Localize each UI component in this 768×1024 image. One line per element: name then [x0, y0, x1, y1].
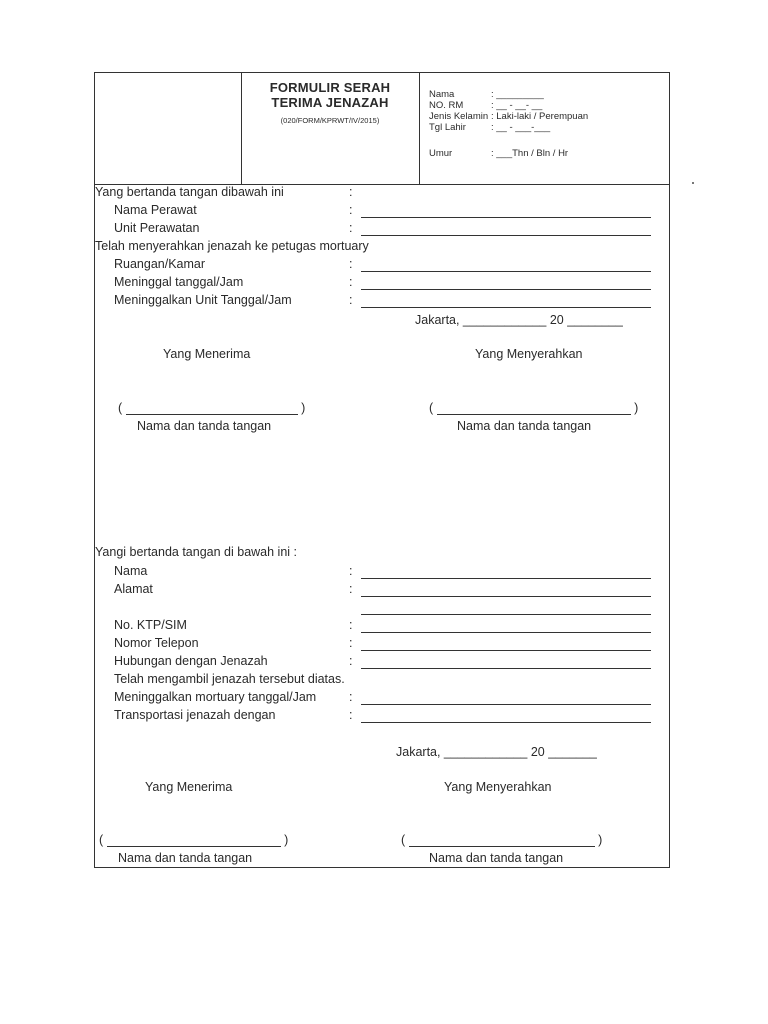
- s2-place-date[interactable]: Jakarta, ____________ 20 _______: [396, 745, 597, 759]
- s2-id-label: No. KTP/SIM: [114, 618, 187, 632]
- s2-pickup-statement: Telah mengambil jenazah tersebut diatas.: [114, 672, 345, 686]
- patient-age-label: Umur: [429, 148, 453, 159]
- patient-sex-field[interactable]: : Laki-laki / Perempuan: [491, 111, 589, 122]
- s2-left-mortuary-colon: :: [349, 690, 353, 704]
- patient-name-row: [429, 89, 544, 100]
- form-title-line1: FORMULIR SERAH: [269, 80, 391, 95]
- s2-relation-field[interactable]: [361, 668, 651, 669]
- s1-nurse-name-field[interactable]: [361, 217, 651, 218]
- s1-unit-field[interactable]: [361, 235, 651, 236]
- patient-age-field[interactable]: : ___Thn / Bln / Hr: [491, 148, 569, 159]
- s2-phone-label: Nomor Telepon: [114, 636, 199, 650]
- form-title-line2: TERIMA JENAZAH: [271, 95, 389, 110]
- s2-name-field[interactable]: [361, 578, 651, 579]
- s2-relation-colon: :: [349, 654, 353, 668]
- s2-relation-label: Hubungan dengan Jenazah: [114, 654, 268, 668]
- s2-receiver-caption: Nama dan tanda tangan: [118, 851, 253, 865]
- s1-receiver-caption: Nama dan tanda tangan: [137, 419, 272, 433]
- s2-transport-colon: :: [349, 708, 353, 722]
- s1-room-field[interactable]: [361, 271, 651, 272]
- s2-giver-signature[interactable]: ( ): [401, 833, 603, 847]
- s2-phone-colon: :: [349, 636, 353, 650]
- s1-left-unit-colon: :: [349, 293, 353, 307]
- s1-left-unit-label: Meninggalkan Unit Tanggal/Jam: [114, 293, 292, 307]
- s2-receiver-signature[interactable]: ( ): [99, 833, 289, 847]
- patient-rm-label: NO. RM: [429, 100, 464, 111]
- s2-receiver-label: Yang Menerima: [145, 780, 233, 794]
- s2-address-field[interactable]: [361, 596, 651, 597]
- s1-left-unit-field[interactable]: [361, 307, 651, 308]
- s2-transport-field[interactable]: [361, 722, 651, 723]
- s1-room-label: Ruangan/Kamar: [114, 257, 206, 271]
- s2-intro: Yangi bertanda tangan di bawah ini :: [95, 545, 298, 559]
- s1-handover-statement: Telah menyerahkan jenazah ke petugas mortuary: [95, 239, 369, 253]
- s2-left-mortuary-field[interactable]: [361, 704, 651, 705]
- s2-address-field-line2[interactable]: [361, 614, 651, 615]
- s1-place-date[interactable]: Jakarta, ____________ 20 ________: [415, 313, 623, 327]
- handover-form: [94, 72, 670, 868]
- s2-phone-field[interactable]: [361, 650, 651, 651]
- s1-room-colon: :: [349, 257, 353, 271]
- scan-speck: [692, 182, 694, 184]
- patient-rm-row: [429, 100, 542, 111]
- patient-dob-row: [429, 122, 550, 133]
- s2-transport-label: Transportasi jenazah dengan: [114, 708, 276, 722]
- s1-receiver-signature[interactable]: ( ): [118, 401, 306, 415]
- s1-unit-label: Unit Perawatan: [114, 221, 200, 235]
- patient-dob-field[interactable]: : __ - ___-___: [491, 122, 551, 133]
- patient-rm-field[interactable]: : __ - __- __: [491, 100, 543, 111]
- s2-id-field[interactable]: [361, 632, 651, 633]
- s2-name-label: Nama: [114, 564, 148, 578]
- s2-giver-caption: Nama dan tanda tangan: [429, 851, 564, 865]
- s2-giver-label: Yang Menyerahkan: [444, 780, 552, 794]
- s1-death-time-field[interactable]: [361, 289, 651, 290]
- s1-intro-colon: :: [349, 185, 353, 199]
- s1-giver-caption: Nama dan tanda tangan: [457, 419, 592, 433]
- s1-receiver-label: Yang Menerima: [163, 347, 251, 361]
- form-header: [95, 73, 669, 185]
- title-cell: [241, 73, 420, 184]
- s1-nurse-name-label: Nama Perawat: [114, 203, 197, 217]
- patient-sex-label: Jenis Kelamin: [429, 111, 489, 122]
- s1-giver-signature[interactable]: ( ): [429, 401, 639, 415]
- s1-death-time-label: Meninggal tanggal/Jam: [114, 275, 244, 289]
- s1-intro: Yang bertanda tangan dibawah ini: [95, 185, 284, 199]
- s2-left-mortuary-label: Meninggalkan mortuary tanggal/Jam: [114, 690, 317, 704]
- s1-unit-colon: :: [349, 221, 353, 235]
- patient-name-label: Nama: [429, 89, 455, 100]
- s1-giver-label: Yang Menyerahkan: [475, 347, 583, 361]
- s1-death-time-colon: :: [349, 275, 353, 289]
- logo-cell: [95, 73, 242, 184]
- s2-address-colon: :: [349, 582, 353, 596]
- patient-identity-cell: [419, 73, 669, 184]
- s1-nurse-name-colon: :: [349, 203, 353, 217]
- s2-name-colon: :: [349, 564, 353, 578]
- patient-age-row: [429, 148, 568, 159]
- form-code: (020/FORM/KPRWT/IV/2015): [280, 116, 380, 125]
- patient-sex-row: [429, 111, 588, 122]
- patient-name-field[interactable]: : _________: [491, 89, 544, 100]
- patient-dob-label: Tgl Lahir: [429, 122, 466, 133]
- s2-id-colon: :: [349, 618, 353, 632]
- s2-address-label: Alamat: [114, 582, 153, 596]
